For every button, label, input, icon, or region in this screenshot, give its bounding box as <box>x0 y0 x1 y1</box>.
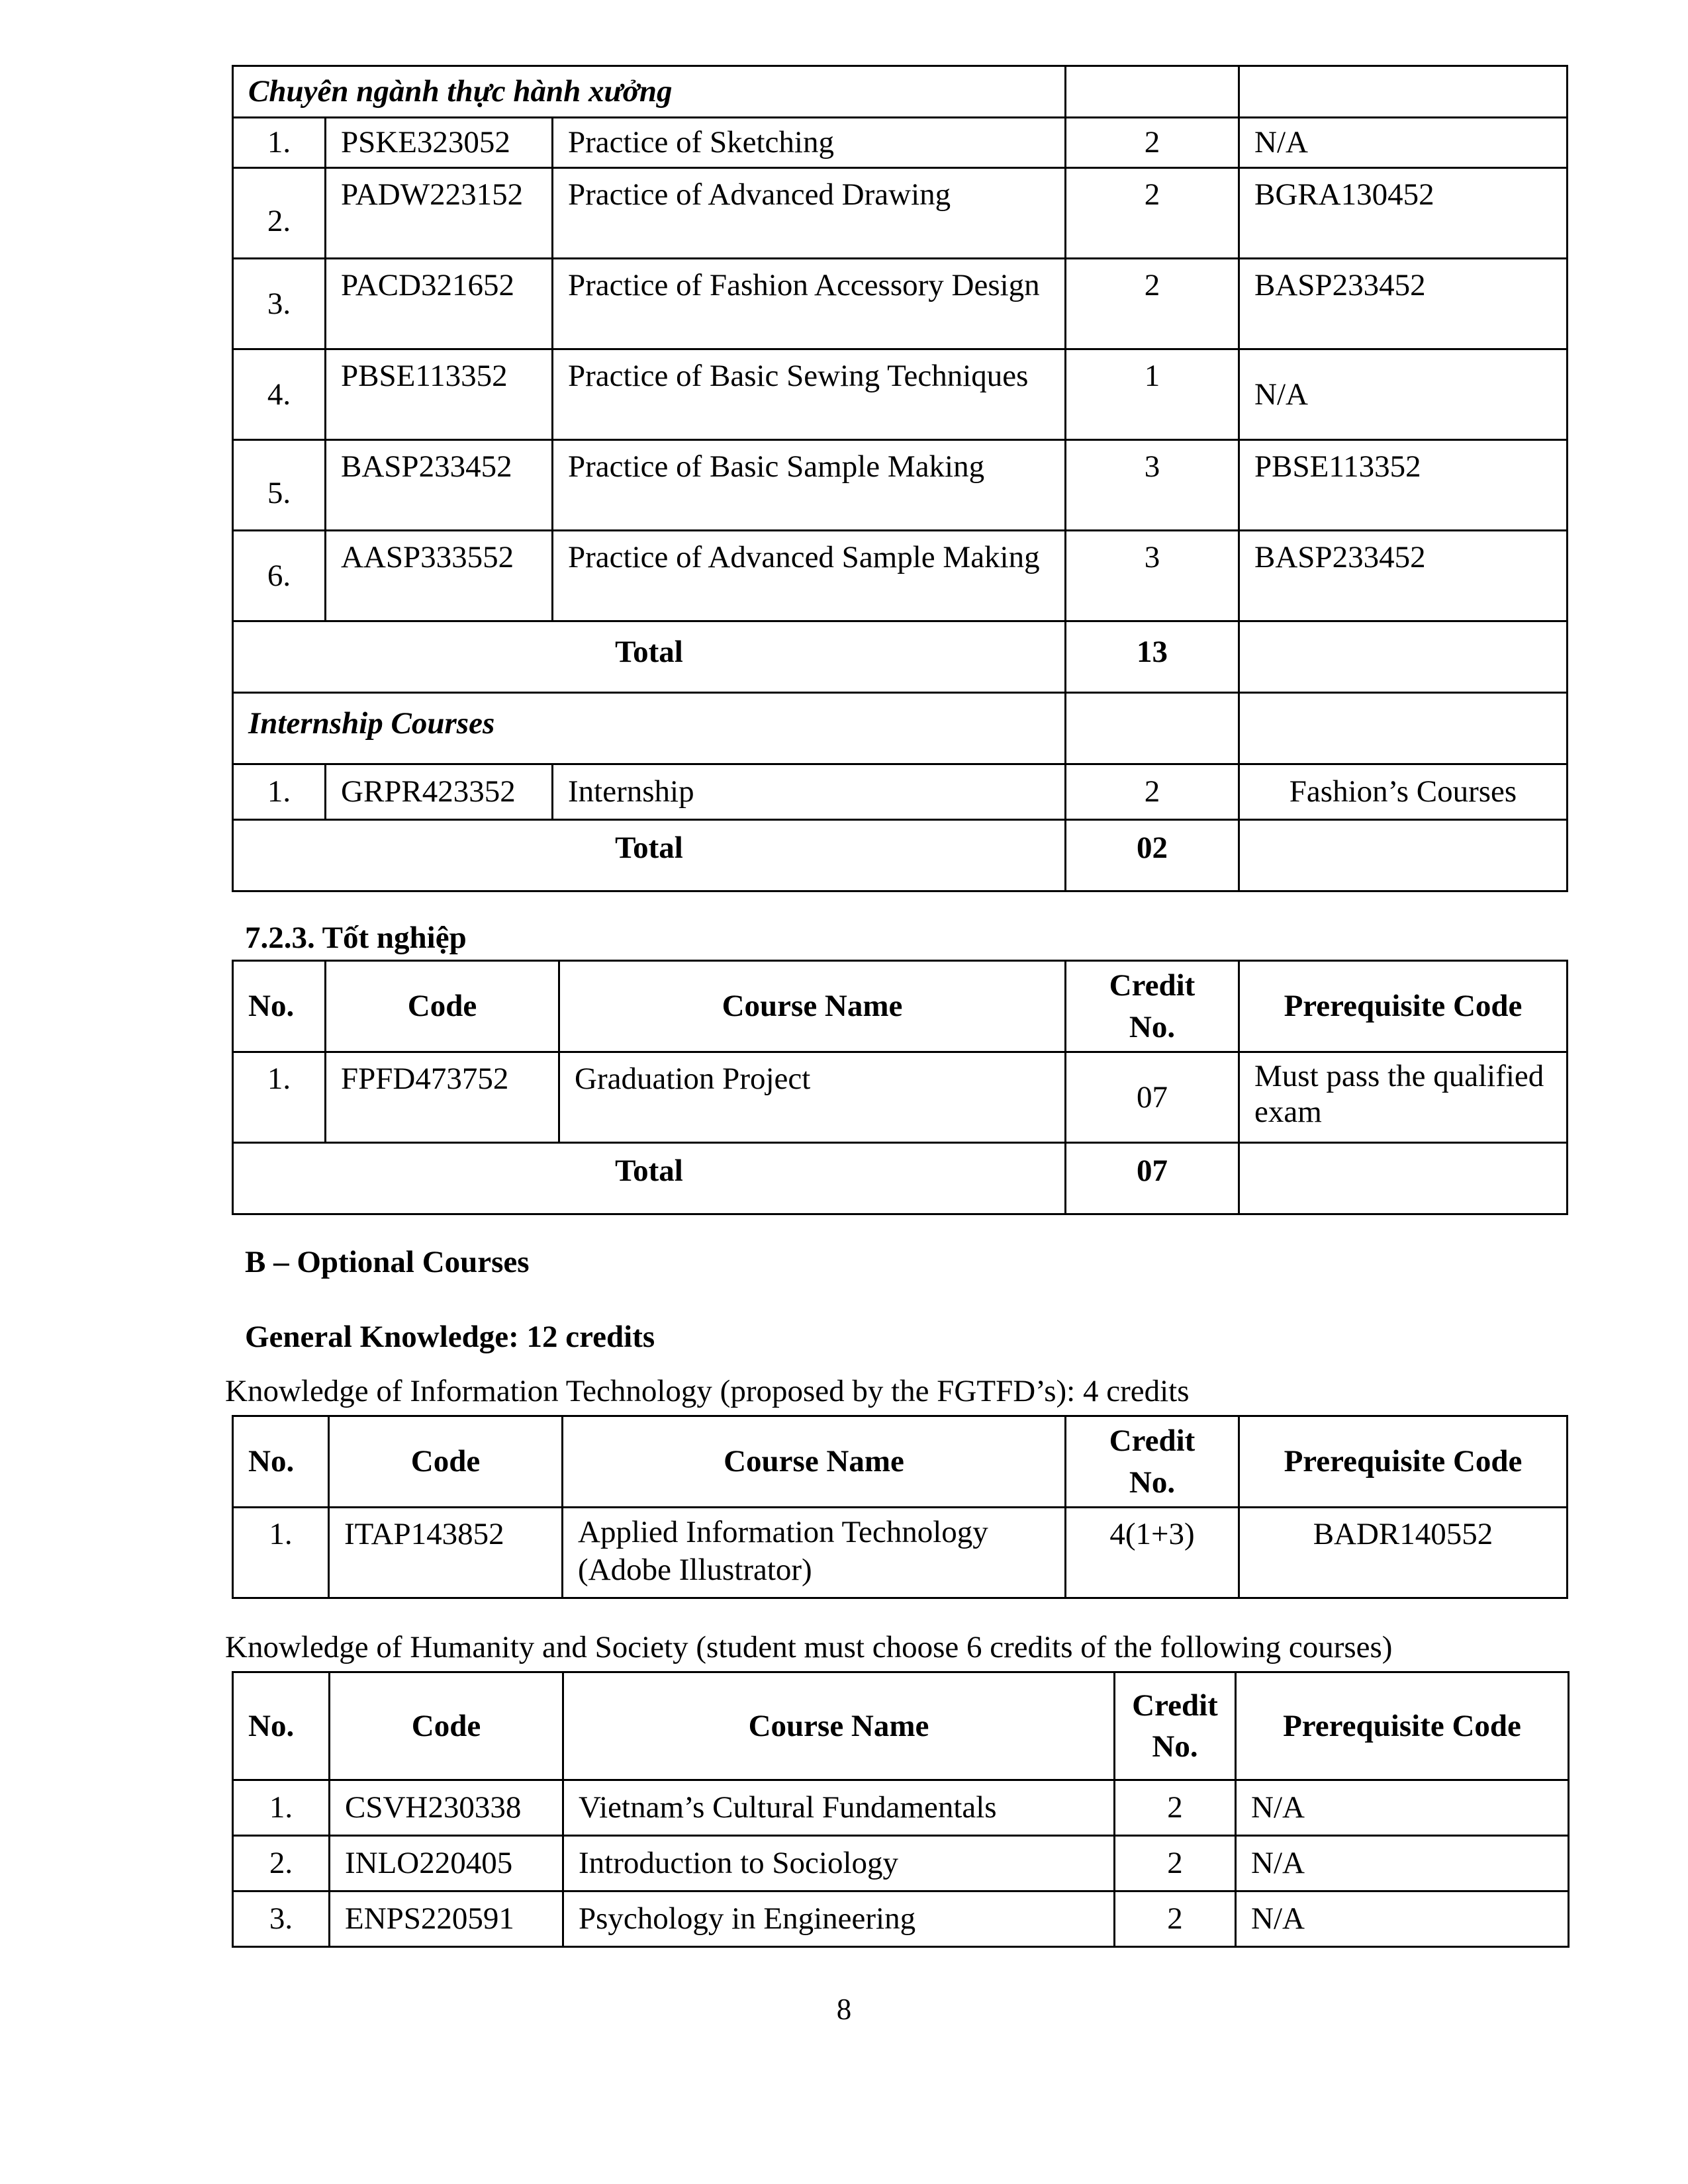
course-name: Practice of Fashion Accessory Design <box>553 259 1066 349</box>
header-no: No. <box>233 961 326 1052</box>
credit-number: 2 <box>1066 259 1239 349</box>
course-name: Practice of Advanced Sample Making <box>553 531 1066 621</box>
total-label: Total <box>233 621 1066 693</box>
course-name: Practice of Advanced Drawing <box>553 168 1066 259</box>
total-row <box>233 1143 1568 1214</box>
credit-number: 2 <box>1066 764 1239 820</box>
credit-number: 2 <box>1115 1836 1236 1891</box>
course-code: BASP233452 <box>326 440 553 531</box>
course-code: FPFD473752 <box>326 1052 559 1143</box>
header-row <box>233 1416 1568 1508</box>
course-code: PSKE323052 <box>326 118 553 168</box>
graduation-table <box>232 960 1568 1215</box>
section-title: Chuyên ngành thực hành xưởng <box>233 66 1066 118</box>
row-number: 3. <box>233 259 326 349</box>
table-row <box>233 531 1568 621</box>
course-code: GRPR423352 <box>326 764 553 820</box>
section-row <box>233 693 1568 764</box>
credit-number: 2 <box>1115 1891 1236 1947</box>
total-value: 02 <box>1066 820 1239 891</box>
credit-number: 3 <box>1066 531 1239 621</box>
header-course-name: Course Name <box>559 961 1066 1052</box>
credit-number: 4(1+3) <box>1066 1508 1239 1598</box>
header-row <box>233 961 1568 1052</box>
row-number: 2. <box>233 1836 330 1891</box>
prerequisite-code: Must pass the qualified exam <box>1239 1052 1568 1143</box>
table-row <box>233 1891 1569 1947</box>
prerequisite-code: Fashion’s Courses <box>1239 764 1568 820</box>
total-value: 13 <box>1066 621 1239 693</box>
humanity-caption: Knowledge of Humanity and Society (student must choose 6 credits of the following courses) <box>225 1630 1393 1664</box>
credit-number: 3 <box>1066 440 1239 531</box>
table-row <box>233 349 1568 440</box>
header-course-name: Course Name <box>563 1672 1115 1780</box>
table-row <box>233 440 1568 531</box>
course-code: CSVH230338 <box>330 1780 563 1836</box>
credit-number: 07 <box>1066 1052 1239 1143</box>
prerequisite-code: BASP233452 <box>1239 259 1568 349</box>
table-row <box>233 118 1568 168</box>
row-number: 5. <box>233 440 326 531</box>
credit-number: 2 <box>1066 168 1239 259</box>
header-credit: Credit No. <box>1066 961 1239 1052</box>
row-number: 4. <box>233 349 326 440</box>
optional-heading: B – Optional Courses <box>245 1245 530 1279</box>
row-number: 3. <box>233 1891 330 1947</box>
course-code: ENPS220591 <box>330 1891 563 1947</box>
header-no: No. <box>233 1672 330 1780</box>
row-number: 1. <box>233 1780 330 1836</box>
course-code: AASP333552 <box>326 531 553 621</box>
section-row <box>233 66 1568 118</box>
header-prerequisite: Prerequisite Code <box>1239 961 1568 1052</box>
workshop-courses-table <box>232 65 1568 892</box>
row-number: 1. <box>233 1052 326 1143</box>
prerequisite-code: N/A <box>1239 118 1568 168</box>
credit-number: 1 <box>1066 349 1239 440</box>
course-code: PADW223152 <box>326 168 553 259</box>
header-prerequisite: Prerequisite Code <box>1236 1672 1569 1780</box>
row-number: 1. <box>233 1508 329 1598</box>
prerequisite-code: N/A <box>1236 1780 1569 1836</box>
table-row <box>233 764 1568 820</box>
row-number: 1. <box>233 118 326 168</box>
header-course-name: Course Name <box>563 1416 1066 1508</box>
row-number: 1. <box>233 764 326 820</box>
header-no: No. <box>233 1416 329 1508</box>
table-row <box>233 168 1568 259</box>
general-knowledge-heading: General Knowledge: 12 credits <box>245 1320 655 1354</box>
total-label: Total <box>233 820 1066 891</box>
course-name: Practice of Sketching <box>553 118 1066 168</box>
prerequisite-code: BASP233452 <box>1239 531 1568 621</box>
row-number: 6. <box>233 531 326 621</box>
header-code: Code <box>329 1416 563 1508</box>
it-caption: Knowledge of Information Technology (proposed by the FGTFD’s): 4 credits <box>225 1374 1190 1408</box>
total-value: 07 <box>1066 1143 1239 1214</box>
header-credit: Credit No. <box>1115 1672 1236 1780</box>
section-heading: 7.2.3. Tốt nghiệp <box>245 921 467 955</box>
credit-number: 2 <box>1066 118 1239 168</box>
total-row <box>233 820 1568 891</box>
course-code: PBSE113352 <box>326 349 553 440</box>
it-courses-table <box>232 1415 1568 1599</box>
header-code: Code <box>326 961 559 1052</box>
prerequisite-code: N/A <box>1236 1891 1569 1947</box>
internship-title: Internship Courses <box>233 693 1066 764</box>
prerequisite-code: PBSE113352 <box>1239 440 1568 531</box>
prerequisite-code: BGRA130452 <box>1239 168 1568 259</box>
header-credit: Credit No. <box>1066 1416 1239 1508</box>
prerequisite-code: N/A <box>1239 349 1568 440</box>
course-code: ITAP143852 <box>329 1508 563 1598</box>
course-name: Applied Information Technology (Adobe Illustrator) <box>563 1508 1066 1598</box>
course-name: Practice of Basic Sample Making <box>553 440 1066 531</box>
header-prerequisite: Prerequisite Code <box>1239 1416 1568 1508</box>
course-name: Psychology in Engineering <box>563 1891 1115 1947</box>
credit-number: 2 <box>1115 1780 1236 1836</box>
table-row <box>233 1508 1568 1598</box>
humanity-courses-table <box>232 1671 1570 1948</box>
prerequisite-code: BADR140552 <box>1239 1508 1568 1598</box>
header-row <box>233 1672 1569 1780</box>
table-row <box>233 1052 1568 1143</box>
total-row <box>233 621 1568 693</box>
header-code: Code <box>330 1672 563 1780</box>
course-name: Practice of Basic Sewing Techniques <box>553 349 1066 440</box>
course-code: PACD321652 <box>326 259 553 349</box>
prerequisite-code: N/A <box>1236 1836 1569 1891</box>
course-name: Vietnam’s Cultural Fundamentals <box>563 1780 1115 1836</box>
table-row <box>233 259 1568 349</box>
table-row <box>233 1836 1569 1891</box>
page-number: 8 <box>836 1993 852 2026</box>
course-name: Internship <box>553 764 1066 820</box>
course-code: INLO220405 <box>330 1836 563 1891</box>
row-number: 2. <box>233 168 326 259</box>
course-name: Graduation Project <box>559 1052 1066 1143</box>
table-row <box>233 1780 1569 1836</box>
course-name: Introduction to Sociology <box>563 1836 1115 1891</box>
total-label: Total <box>233 1143 1066 1214</box>
